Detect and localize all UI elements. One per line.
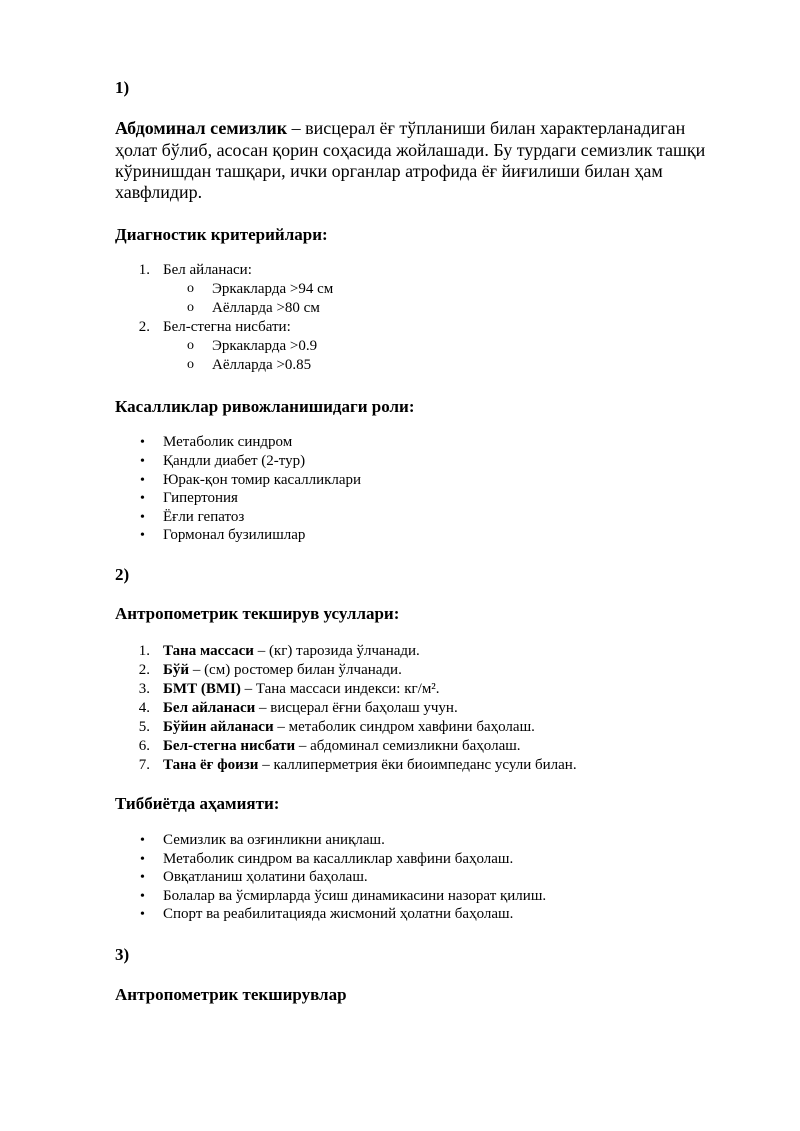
bullet-icon: • — [140, 528, 145, 543]
list-item: Бел айланаси: — [163, 262, 252, 278]
bullet-icon: • — [140, 833, 145, 848]
item-text: – каллиперметрия ёки биоимпеданс усули билан. — [258, 757, 577, 773]
list-number: 1. — [138, 643, 150, 659]
section-number: 3) — [115, 945, 130, 964]
list-item: Ёғли гепатоз — [163, 509, 245, 525]
intro-line — [115, 118, 685, 139]
circle-bullet-icon: o — [187, 281, 194, 296]
item-term: БМТ (BMI) — [163, 681, 241, 697]
intro-term: Абдоминал семизлик — [115, 118, 288, 138]
sub-list-item: Эркакларда >0.9 — [212, 338, 318, 354]
list-number: 1. — [138, 262, 150, 278]
list-item: Бел-стегна нисбати: — [163, 319, 291, 335]
list-number: 3. — [138, 681, 150, 697]
section-number: 2) — [115, 565, 130, 584]
bullet-icon: • — [140, 510, 145, 525]
list-item — [163, 643, 420, 660]
item-term: Тана массаси — [163, 643, 254, 659]
list-item — [163, 719, 535, 736]
bullet-icon: • — [140, 435, 145, 450]
list-number: 2. — [138, 662, 150, 678]
sub-list-item: Аёлларда >80 см — [212, 300, 320, 316]
item-text: – (кг) тарозида ўлчанади. — [253, 643, 420, 659]
section-heading: Антропометрик текширув усуллари: — [115, 604, 400, 623]
item-text: – метаболик синдром хавфини баҳолаш. — [273, 719, 535, 735]
item-text: – абдоминал семизликни баҳолаш. — [295, 738, 521, 754]
sub-list-item: Аёлларда >0.85 — [212, 357, 312, 373]
list-item — [163, 700, 458, 717]
section-heading: Касалликлар ривожланишидаги роли: — [115, 397, 415, 416]
list-item: Қандли диабет (2-тур) — [163, 453, 306, 469]
bullet-icon: • — [140, 852, 145, 867]
list-item: Болалар ва ўсмирларда ўсиш динамикасини назорат қилиш. — [163, 888, 547, 904]
list-number: 4. — [138, 700, 150, 716]
list-number: 2. — [138, 319, 150, 335]
list-item — [163, 662, 402, 679]
list-number: 6. — [138, 738, 150, 754]
item-text: – висцерал ёғни баҳолаш учун. — [255, 700, 458, 716]
list-item: Спорт ва реабилитацияда жисмоний ҳолатни баҳолаш. — [163, 906, 514, 922]
list-number: 5. — [138, 719, 150, 735]
item-term: Бел-стегна нисбати — [163, 738, 296, 754]
item-term: Тана ёғ фоизи — [163, 757, 259, 773]
circle-bullet-icon: o — [187, 338, 194, 353]
list-item: Гипертония — [163, 490, 238, 506]
item-text: – Тана массаси индекси: кг/м². — [240, 681, 440, 697]
bullet-icon: • — [140, 454, 145, 469]
circle-bullet-icon: o — [187, 357, 194, 372]
section-heading: Тиббиётда аҳамияти: — [115, 794, 280, 813]
list-item: Овқатланиш ҳолатини баҳолаш. — [163, 869, 368, 885]
bullet-icon: • — [140, 491, 145, 506]
list-number: 7. — [138, 757, 150, 773]
list-item — [163, 681, 440, 698]
bullet-icon: • — [140, 473, 145, 488]
item-term: Бўй — [163, 662, 190, 678]
item-term: Бўйин айланаси — [163, 719, 274, 735]
list-item — [163, 757, 577, 774]
section-number: 1) — [115, 78, 130, 97]
bullet-icon: • — [140, 907, 145, 922]
intro-text: – висцерал ёғ тўпланиши билан характерланадиган — [287, 118, 686, 138]
list-item: Гормонал бузилишлар — [163, 527, 306, 543]
list-item: Метаболик синдром — [163, 434, 293, 450]
intro-line: кўринишдан ташқари, ички органлар атрофида ёғ йиғилиши билан ҳам — [115, 161, 663, 181]
list-item: Метаболик синдром ва касалликлар хавфини баҳолаш. — [163, 851, 514, 867]
intro-line: ҳолат бўлиб, асосан қорин соҳасида жойлашади. Бу турдаги семизлик ташқи — [115, 140, 706, 160]
intro-line: хавфлидир. — [115, 182, 203, 202]
item-text: – (см) ростомер билан ўлчанади. — [189, 662, 402, 678]
list-item: Юрак-қон томир касалликлари — [163, 472, 362, 488]
list-item — [163, 738, 521, 755]
bullet-icon: • — [140, 889, 145, 904]
list-item: Семизлик ва озғинликни аниқлаш. — [163, 832, 385, 848]
sub-list-item: Эркакларда >94 см — [212, 281, 334, 297]
section-heading: Антропометрик текширувлар — [115, 985, 347, 1004]
item-term: Бел айланаси — [163, 700, 256, 716]
circle-bullet-icon: o — [187, 300, 194, 315]
bullet-icon: • — [140, 870, 145, 885]
section-heading: Диагностик критерийлари: — [115, 225, 328, 244]
